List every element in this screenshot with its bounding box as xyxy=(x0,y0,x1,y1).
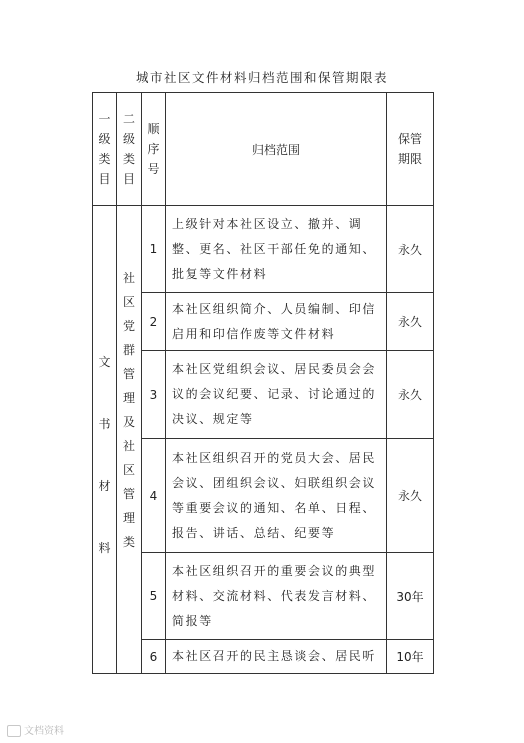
seq-cell: 2 xyxy=(142,293,166,351)
period-cell: 30年 xyxy=(387,553,434,640)
table-row xyxy=(93,553,434,640)
seq-cell: 5 xyxy=(142,553,166,640)
header-row xyxy=(93,93,434,206)
table-row xyxy=(93,206,434,293)
watermark xyxy=(7,722,64,737)
scope-cell: 本社区组织召开的重要会议的典型材料、交流材料、代表发言材料、简报等 xyxy=(166,553,387,640)
scope-cell: 本社区组织简介、人员编制、印信启用和印信作废等文件材料 xyxy=(166,293,387,351)
table-row xyxy=(93,293,434,351)
brand-logo-icon xyxy=(7,725,21,737)
header-period: 保管期限 xyxy=(387,93,434,206)
header-level2: 二级类目 xyxy=(117,93,142,206)
seq-cell: 4 xyxy=(142,439,166,553)
archive-table xyxy=(92,92,434,674)
period-cell: 永久 xyxy=(387,351,434,439)
scope-cell: 本社区组织召开的党员大会、居民会议、团组织会议、妇联组织会议等重要会议的通知、名单、日程、报告、讲话、总结、纪要等 xyxy=(166,439,387,553)
scope-cell: 本社区党组织会议、居民委员会会议的会议纪要、记录、讨论通过的决议、规定等 xyxy=(166,351,387,439)
period-cell: 永久 xyxy=(387,439,434,553)
period-cell: 10年 xyxy=(387,640,434,674)
page-title: 城市社区文件材料归档范围和保管期限表 xyxy=(135,70,388,85)
period-cell: 永久 xyxy=(387,293,434,351)
table-row xyxy=(93,351,434,439)
seq-cell: 6 xyxy=(142,640,166,674)
level2-cell: 社区党群管理及社区管理类 xyxy=(117,206,142,674)
header-scope: 归档范围 xyxy=(166,93,387,206)
watermark-text: 文档资料 xyxy=(24,726,64,737)
scope-cell: 本社区召开的民主恳谈会、居民听 xyxy=(166,640,387,674)
scope-cell: 上级针对本社区设立、撤并、调整、更名、社区干部任免的通知、批复等文件材料 xyxy=(166,206,387,293)
table-row xyxy=(93,640,434,674)
seq-cell: 3 xyxy=(142,351,166,439)
header-level1: 一级类目 xyxy=(93,93,117,206)
header-seq: 顺序号 xyxy=(142,93,166,206)
level1-cell: 文书材料 xyxy=(93,206,117,674)
seq-cell: 1 xyxy=(142,206,166,293)
period-cell: 永久 xyxy=(387,206,434,293)
table-row xyxy=(93,439,434,553)
